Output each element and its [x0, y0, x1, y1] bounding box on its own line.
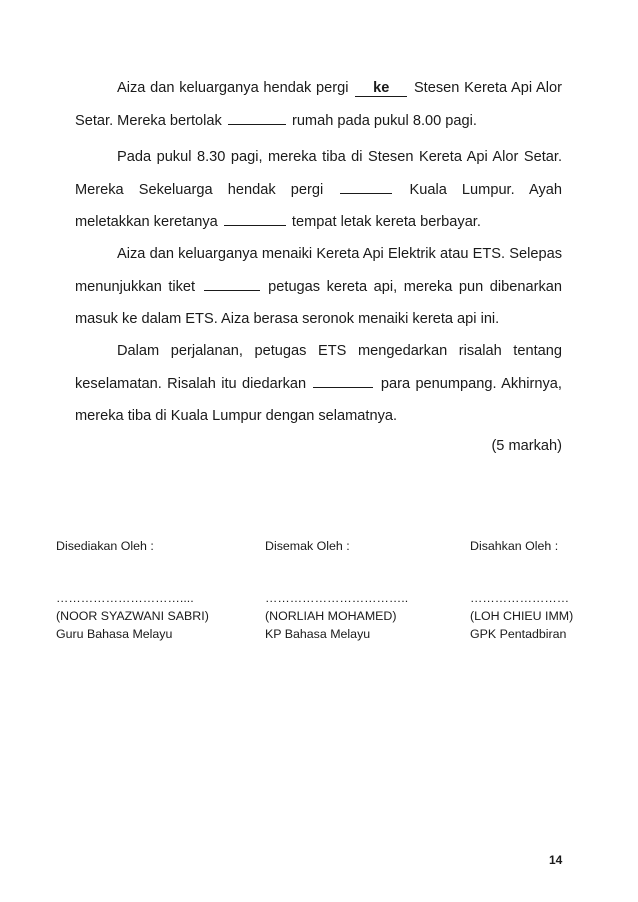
- answer-blank-2[interactable]: [228, 110, 286, 125]
- p1-text-a: Aiza dan keluarganya hendak pergi: [117, 80, 349, 96]
- signature-prepared: [56, 537, 209, 643]
- total-marks: (5 markah): [491, 438, 562, 454]
- p2-text-c: tempat letak kereta berbayar.: [291, 214, 481, 230]
- signature-title: KP Bahasa Melayu: [265, 627, 371, 641]
- signature-line: …………………………....: [56, 591, 194, 605]
- p1-text-c: rumah pada pukul 8.00 pagi.: [291, 112, 477, 129]
- signature-name: (NOOR SYAZWANI SABRI): [56, 609, 209, 623]
- paragraph-4: [75, 335, 562, 433]
- answer-blank-4[interactable]: [224, 211, 286, 226]
- signature-role: Disemak Oleh :: [265, 539, 350, 553]
- answer-blank-5[interactable]: [204, 276, 260, 291]
- page-number: 14: [549, 853, 563, 867]
- p4-text-b: para penumpang. Akhirnya, mereka tiba di Kuala Lumpur dengan selamatnya.: [75, 375, 562, 424]
- signature-line: ……………………: [470, 591, 570, 605]
- paragraph-1: [75, 72, 562, 137]
- signature-title: Guru Bahasa Melayu: [56, 627, 173, 641]
- paragraph-2: [75, 141, 562, 239]
- answer-blank-6[interactable]: [313, 373, 373, 388]
- signature-name: (NORLIAH MOHAMED): [265, 609, 397, 623]
- signature-approved: [470, 537, 573, 643]
- signature-checked: [265, 537, 408, 643]
- p2-text-b: Kuala Lumpur. Ayah meletakkan keretanya: [75, 181, 562, 230]
- p1-text-b: Stesen Kereta Api Alor Setar. Mereka bertolak: [75, 80, 562, 129]
- signature-line: ……………………………..: [265, 591, 409, 605]
- p4-text-a: Dalam perjalanan, petugas ETS mengedarkan risalah tentang keselamatan. Risalah itu diedarkan: [75, 343, 562, 392]
- p2-text-a: Pada pukul 8.30 pagi, mereka tiba di Stesen Kereta Api Alor Setar. Mereka Sekeluarga hendak pergi: [75, 149, 562, 198]
- signature-role: Disahkan Oleh :: [470, 539, 559, 553]
- p3-text-b: petugas kereta api, mereka pun dibenarkan masuk ke dalam ETS. Aiza berasa seronok menaiki kereta api ini.: [75, 278, 562, 327]
- p3-text-a: Aiza dan keluarganya menaiki Kereta Api Elektrik atau ETS. Selepas menunjukkan tiket: [75, 246, 562, 295]
- signature-title: GPK Pentadbiran: [470, 627, 567, 641]
- answer-blank-3[interactable]: [340, 179, 392, 194]
- signature-role: Disediakan Oleh :: [56, 539, 154, 553]
- signature-name: (LOH CHIEU IMM): [470, 609, 574, 623]
- answer-blank-1[interactable]: ke: [355, 80, 407, 97]
- paragraph-3: [75, 238, 562, 336]
